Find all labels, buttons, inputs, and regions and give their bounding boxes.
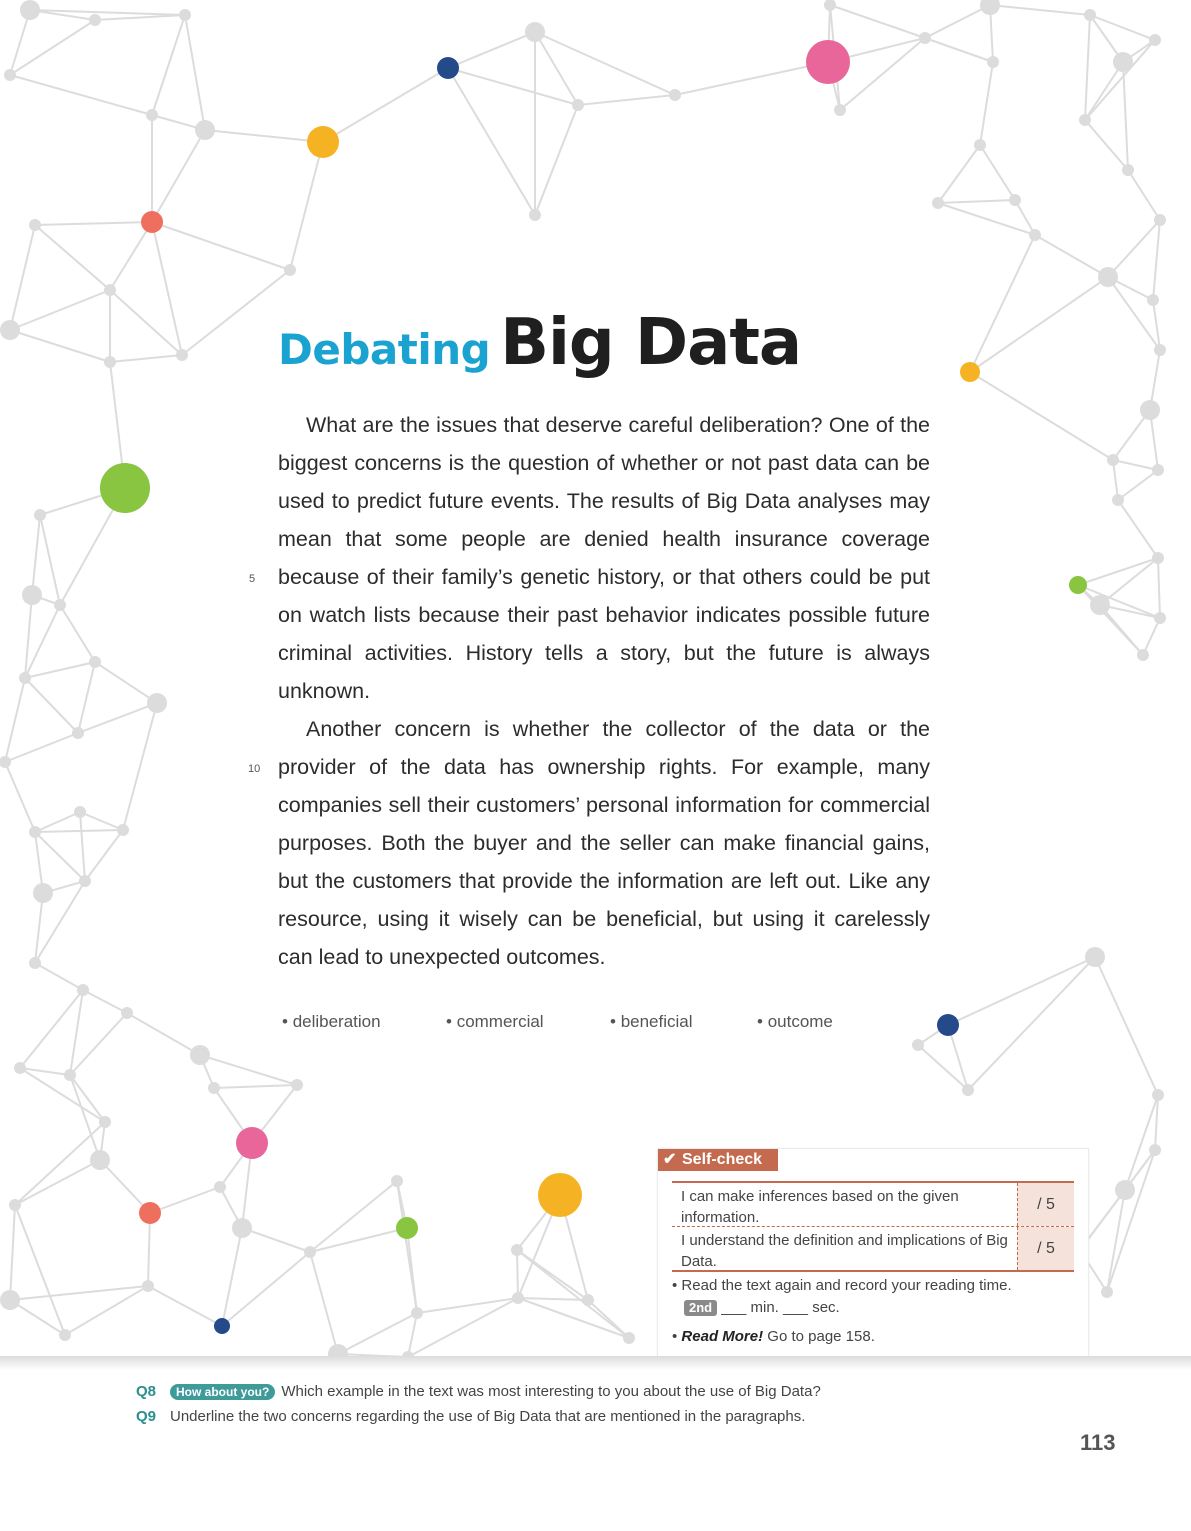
network-edge — [407, 1228, 417, 1313]
network-edge — [200, 1055, 297, 1085]
network-edge — [675, 62, 828, 95]
colored-dot — [1069, 576, 1087, 594]
network-edge — [80, 812, 85, 881]
network-edge — [205, 130, 323, 142]
colored-dot — [307, 126, 339, 158]
network-edge — [35, 225, 110, 290]
network-edge — [214, 1085, 297, 1088]
network-edge — [1158, 558, 1160, 618]
network-node — [1154, 612, 1166, 624]
network-edge — [1108, 220, 1160, 277]
colored-dot — [806, 40, 850, 84]
network-edge — [32, 515, 40, 595]
network-edge — [80, 812, 123, 830]
network-edge — [110, 355, 182, 362]
network-edge — [10, 225, 35, 330]
network-node — [1140, 400, 1160, 420]
self-check-tab — [658, 1149, 778, 1171]
read-more-text: Go to page 158. — [767, 1328, 875, 1345]
network-node — [284, 264, 296, 276]
page-number: 113 — [1080, 1430, 1116, 1455]
network-edge — [980, 62, 993, 145]
network-edge — [970, 235, 1035, 372]
network-edge — [1123, 62, 1128, 170]
network-edge — [20, 1068, 70, 1075]
network-node — [572, 99, 584, 111]
network-edge — [535, 32, 675, 95]
time-fields: ___ min. ___ sec. — [721, 1299, 840, 1316]
self-check-statement: I can make inferences based on the given information. — [681, 1188, 959, 1226]
network-node — [190, 1045, 210, 1065]
network-edge — [110, 222, 152, 290]
score-cell[interactable]: / 5 — [1017, 1227, 1074, 1270]
question-text: Underline the two concerns regarding the use of Big Data that are mentioned in the paragraphs. — [170, 1408, 806, 1425]
checkmark-icon: ✔ — [663, 1151, 677, 1168]
network-edge — [938, 145, 980, 203]
network-node — [147, 693, 167, 713]
network-edge — [925, 5, 990, 38]
network-node — [525, 22, 545, 42]
network-edge — [517, 1250, 629, 1338]
network-edge — [10, 75, 152, 115]
paragraph-2: Another concern is whether the collector of the data or the provider of the data has ownership rights. For example, many companies sell their customers’ personal information for commercial purposes. Both the buyer and the seller can make financial gains, but the customers that provide the information are left out. Like any resource, using it wisely can be beneficial, but using it carelessly can lead to unexpected outcomes. — [278, 717, 930, 969]
network-node — [74, 806, 86, 818]
network-node — [512, 1292, 524, 1304]
network-edge — [1118, 500, 1158, 558]
self-check-row — [672, 1227, 1074, 1270]
network-node — [1149, 34, 1161, 46]
self-check-box — [657, 1148, 1089, 1365]
network-node — [582, 1294, 594, 1306]
network-node — [99, 1116, 111, 1128]
network-node — [1137, 649, 1149, 661]
network-node — [962, 1084, 974, 1096]
self-check-row — [672, 1183, 1074, 1227]
network-edge — [1107, 1190, 1125, 1292]
network-node — [0, 756, 11, 768]
colored-dot — [100, 463, 150, 513]
network-edge — [35, 830, 123, 832]
network-edge — [408, 1313, 417, 1357]
network-node — [4, 69, 16, 81]
network-node — [824, 0, 836, 11]
network-node — [64, 1069, 76, 1081]
colored-dot — [538, 1173, 582, 1217]
network-node — [1122, 164, 1134, 176]
network-edge — [152, 130, 205, 222]
network-node — [1112, 494, 1124, 506]
network-node — [1098, 267, 1118, 287]
network-edge — [1108, 277, 1160, 350]
network-edge — [830, 5, 925, 38]
network-edge — [35, 832, 85, 881]
network-edge — [1113, 460, 1118, 500]
question-text: Which example in the text was most interesting to you about the use of Big Data? — [281, 1383, 821, 1400]
vocab-item: • deliberation — [282, 1012, 381, 1031]
network-edge — [1078, 558, 1158, 585]
network-node — [1029, 229, 1041, 241]
network-edge — [1128, 170, 1160, 220]
network-node — [932, 197, 944, 209]
network-node — [391, 1175, 403, 1187]
network-edge — [15, 1205, 65, 1335]
network-edge — [1113, 460, 1158, 470]
network-edge — [150, 1187, 220, 1213]
network-edge — [1143, 618, 1160, 655]
network-edge — [990, 5, 1090, 15]
network-edge — [242, 1228, 310, 1252]
network-edge — [310, 1252, 338, 1354]
self-check-statement: I understand the definition and implications of Big Data. — [681, 1232, 1008, 1270]
network-node — [90, 1150, 110, 1170]
network-edge — [1035, 235, 1108, 277]
reading-time-instruction: • Read the text again and record your reading time. — [672, 1277, 1012, 1294]
network-edge — [290, 142, 323, 270]
network-edge — [78, 703, 157, 733]
network-node — [980, 0, 1000, 15]
network-node — [1107, 454, 1119, 466]
network-edge — [152, 222, 182, 355]
line-number-5: 5 — [249, 573, 256, 585]
network-edge — [20, 1068, 105, 1122]
network-node — [0, 1290, 20, 1310]
network-edge — [185, 15, 205, 130]
network-edge — [95, 15, 185, 20]
network-node — [79, 875, 91, 887]
question-q9 — [136, 1408, 805, 1425]
network-edge — [980, 145, 1015, 200]
network-edge — [1085, 15, 1090, 120]
network-node — [117, 824, 129, 836]
network-node — [232, 1218, 252, 1238]
network-edge — [25, 678, 78, 733]
network-edge — [10, 290, 110, 330]
network-node — [1079, 114, 1091, 126]
network-edge — [10, 20, 95, 75]
line-number-10: 10 — [248, 763, 261, 775]
network-edge — [535, 105, 578, 215]
network-edge — [323, 68, 448, 142]
network-node — [1149, 1144, 1161, 1156]
network-edge — [60, 605, 95, 662]
network-node — [669, 89, 681, 101]
network-node — [208, 1082, 220, 1094]
network-edge — [85, 830, 123, 881]
network-node — [529, 209, 541, 221]
network-edge — [970, 372, 1113, 460]
network-node — [89, 14, 101, 26]
network-edge — [10, 330, 110, 362]
network-edge — [1085, 120, 1128, 170]
network-node — [1085, 947, 1105, 967]
network-edge — [5, 678, 25, 762]
network-edge — [448, 32, 535, 68]
network-node — [1115, 1180, 1135, 1200]
self-check-label: Self-check — [682, 1151, 763, 1168]
network-edge — [182, 270, 290, 355]
network-edge — [970, 277, 1108, 372]
network-node — [195, 120, 215, 140]
network-node — [411, 1307, 423, 1319]
title-debating: Debating — [278, 325, 491, 374]
page-divider — [0, 1356, 1191, 1370]
network-edge — [1153, 220, 1160, 300]
network-edge — [925, 38, 993, 62]
network-edge — [152, 222, 290, 270]
network-node — [623, 1332, 635, 1344]
network-node — [214, 1181, 226, 1193]
network-node — [29, 957, 41, 969]
network-node — [1009, 194, 1021, 206]
network-edge — [152, 15, 185, 115]
read-more-note: • Read More! Go to page 158. — [672, 1328, 875, 1345]
colored-dot — [236, 1127, 268, 1159]
network-node — [9, 1199, 21, 1211]
network-edge — [1125, 1095, 1158, 1190]
network-edge — [40, 515, 60, 605]
network-edge — [517, 1250, 518, 1298]
network-edge — [35, 222, 152, 225]
network-node — [1090, 595, 1110, 615]
title-big-data: Big Data — [500, 306, 802, 380]
network-edge — [10, 10, 30, 75]
colored-dot — [139, 1202, 161, 1224]
colored-dot — [214, 1318, 230, 1334]
network-node — [1154, 214, 1166, 226]
self-check-table — [672, 1181, 1074, 1272]
network-node — [104, 356, 116, 368]
network-node — [1101, 1286, 1113, 1298]
network-edge — [10, 1205, 15, 1300]
network-node — [291, 1079, 303, 1091]
page-title — [278, 306, 801, 380]
network-node — [34, 509, 46, 521]
network-edge — [1118, 470, 1158, 500]
network-edge — [70, 1075, 100, 1160]
colored-dot — [960, 362, 980, 382]
vocab-item: • outcome — [757, 1012, 833, 1031]
network-node — [176, 349, 188, 361]
vocab-item: • commercial — [446, 1012, 544, 1031]
network-edge — [1085, 62, 1123, 120]
network-node — [1147, 294, 1159, 306]
network-node — [834, 104, 846, 116]
network-node — [142, 1280, 154, 1292]
network-node — [1152, 552, 1164, 564]
network-node — [72, 727, 84, 739]
network-node — [179, 9, 191, 21]
network-edge — [338, 1313, 417, 1354]
colored-dot — [396, 1217, 418, 1239]
network-node — [22, 585, 42, 605]
network-node — [304, 1246, 316, 1258]
question-q8 — [136, 1383, 821, 1400]
network-edge — [1085, 40, 1155, 120]
network-node — [29, 219, 41, 231]
network-edge — [35, 812, 80, 832]
network-node — [912, 1039, 924, 1051]
paragraph-1: What are the issues that deserve careful deliberation? One of the biggest concerns is the question of whether or not past data can be used to predict future events. The results of Big Data analyses may mean that some people are denied health insurance coverage because of their family’s genetic history, or that others could be put on watch lists because their past behavior indicates possible future criminal activities. History tells a story, but the future is always unknown. — [278, 413, 930, 703]
reading-time-record[interactable] — [684, 1299, 840, 1316]
network-edge — [83, 990, 127, 1013]
read-more-label: Read More! — [681, 1328, 764, 1345]
network-node — [1113, 52, 1133, 72]
vocabulary-list — [0, 1012, 1191, 1034]
network-edge — [70, 1075, 105, 1122]
network-edge — [123, 703, 157, 830]
network-node — [1152, 1089, 1164, 1101]
network-edge — [578, 95, 675, 105]
network-node — [54, 599, 66, 611]
network-edge — [148, 1286, 222, 1326]
question-number: Q8 — [136, 1383, 157, 1400]
network-node — [146, 109, 158, 121]
network-node — [987, 56, 999, 68]
colored-dot — [141, 211, 163, 233]
network-node — [33, 883, 53, 903]
network-node — [104, 284, 116, 296]
attempt-badge: 2nd — [684, 1300, 717, 1316]
reading-passage — [278, 406, 930, 976]
colored-dot — [437, 57, 459, 79]
network-edge — [518, 1298, 629, 1338]
network-edge — [95, 662, 157, 703]
network-node — [89, 656, 101, 668]
network-node — [1154, 344, 1166, 356]
network-node — [919, 32, 931, 44]
network-edge — [938, 200, 1015, 203]
network-edge — [78, 662, 95, 733]
network-node — [20, 0, 40, 20]
network-node — [0, 320, 20, 340]
network-node — [1152, 464, 1164, 476]
network-node — [59, 1329, 71, 1341]
network-node — [511, 1244, 523, 1256]
network-node — [974, 139, 986, 151]
vocab-item: • beneficial — [610, 1012, 693, 1031]
network-node — [1084, 9, 1096, 21]
how-about-you-badge: How about you? — [170, 1384, 275, 1400]
network-edge — [25, 662, 95, 678]
network-node — [29, 826, 41, 838]
question-number: Q9 — [136, 1408, 157, 1425]
network-edge — [35, 963, 83, 990]
score-cell[interactable]: / 5 — [1017, 1183, 1074, 1226]
network-node — [19, 672, 31, 684]
network-edge — [5, 762, 35, 832]
network-edge — [110, 290, 182, 355]
network-node — [77, 984, 89, 996]
network-node — [14, 1062, 26, 1074]
network-edge — [5, 733, 78, 762]
